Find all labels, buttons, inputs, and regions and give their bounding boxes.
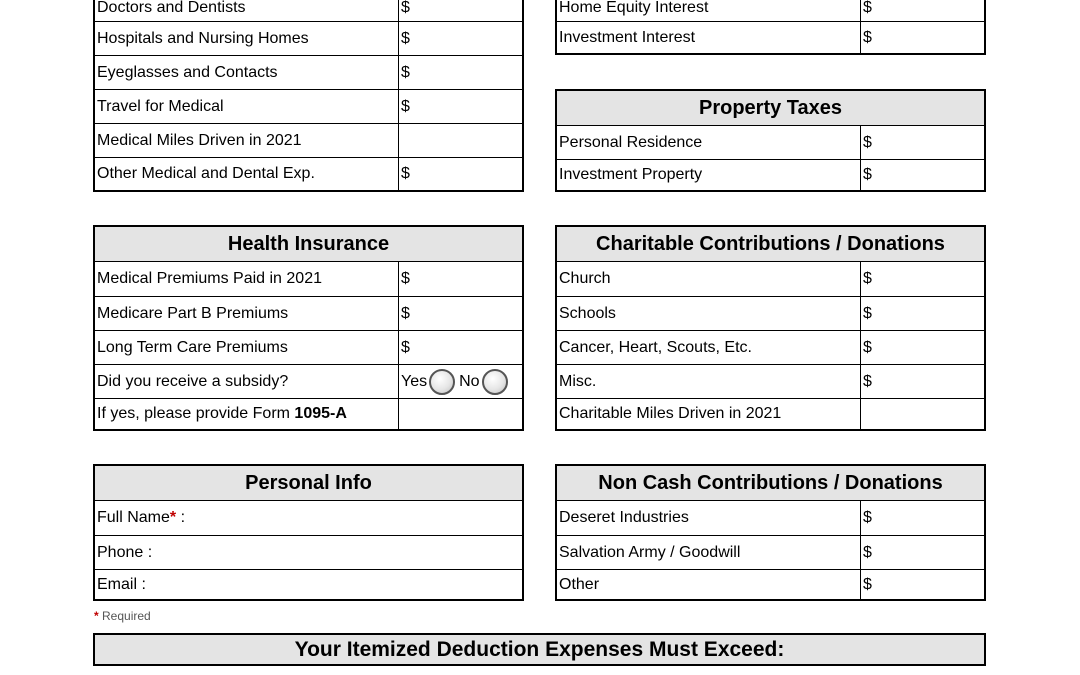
row-label: Home Equity Interest [557, 0, 861, 21]
full-name-text: Full Name [97, 509, 170, 526]
table-row [557, 364, 984, 398]
row-label: Personal Residence [557, 126, 861, 159]
row-label: Other Medical and Dental Exp. [95, 158, 399, 190]
amount-field[interactable]: $ [863, 338, 872, 356]
amount-field[interactable]: $ [863, 304, 872, 322]
amount-field[interactable]: $ [863, 28, 872, 46]
table-row [95, 364, 522, 398]
table-row [557, 296, 984, 330]
full-name-row[interactable] [95, 501, 522, 535]
amount-field[interactable]: $ [863, 576, 872, 593]
amount-field[interactable]: $ [401, 338, 410, 356]
email-row[interactable] [95, 569, 522, 600]
table-row [557, 262, 984, 296]
amount-field[interactable]: $ [863, 509, 872, 526]
table-row [557, 159, 984, 190]
charitable-contributions-table [555, 225, 986, 431]
row-label: Investment Interest [557, 22, 861, 53]
amount-field[interactable]: $ [401, 29, 410, 47]
row-label: Long Term Care Premiums [95, 331, 399, 364]
subsidy-options [399, 365, 522, 398]
table-row [95, 330, 522, 364]
amount-field[interactable]: $ [401, 304, 410, 322]
table-row [95, 398, 522, 429]
row-label: Medicare Part B Premiums [95, 297, 399, 330]
table-row [557, 126, 984, 159]
row-label: Charitable Miles Driven in 2021 [557, 399, 861, 429]
form-field[interactable] [399, 399, 522, 429]
personal-info-table [93, 464, 524, 601]
table-row [95, 0, 522, 21]
required-note-star: * [94, 609, 99, 623]
medical-expenses-table [93, 0, 524, 192]
table-row [557, 501, 984, 535]
row-label: Church [557, 262, 861, 296]
full-name-label [95, 501, 522, 535]
row-label: Investment Property [557, 160, 861, 190]
table-row [95, 21, 522, 55]
row-label: Misc. [557, 365, 861, 398]
subsidy-question: Did you receive a subsidy? [95, 365, 399, 398]
non-cash-contributions-table [555, 464, 986, 601]
colon: : [176, 509, 186, 526]
subsidy-yes-radio[interactable] [429, 369, 455, 395]
table-row [557, 0, 984, 21]
row-label: Hospitals and Nursing Homes [95, 22, 399, 55]
property-taxes-table [555, 89, 986, 192]
email-label: Email : [97, 576, 146, 593]
row-label: Cancer, Heart, Scouts, Etc. [557, 331, 861, 364]
row-label: Other [557, 570, 861, 600]
no-label: No [459, 372, 480, 390]
section-title: Non Cash Contributions / Donations [557, 466, 984, 501]
table-row [557, 398, 984, 429]
form-note-text: If yes, please provide Form [97, 405, 295, 422]
table-row [95, 296, 522, 330]
form-number: 1095-A [294, 405, 347, 422]
interest-table [555, 0, 986, 55]
row-label: Travel for Medical [95, 90, 399, 123]
required-star: * [169, 509, 177, 526]
amount-field[interactable]: $ [401, 165, 410, 182]
subsidy-no-radio[interactable] [482, 369, 508, 395]
row-label: Deseret Industries [557, 501, 861, 535]
table-row [95, 55, 522, 89]
table-row [557, 569, 984, 600]
amount-field[interactable]: $ [863, 270, 872, 287]
yes-label: Yes [401, 372, 428, 390]
row-label: Medical Premiums Paid in 2021 [95, 262, 399, 296]
required-note-text: Required [98, 609, 151, 623]
table-row [557, 21, 984, 53]
section-title: Personal Info [95, 466, 522, 501]
miles-field[interactable] [861, 399, 984, 429]
row-label: Eyeglasses and Contacts [95, 56, 399, 89]
amount-field[interactable]: $ [401, 97, 410, 115]
row-label: Medical Miles Driven in 2021 [95, 124, 399, 157]
form-1095a-note [95, 399, 399, 429]
table-row [95, 123, 522, 157]
phone-row[interactable] [95, 535, 522, 569]
miles-field[interactable] [399, 124, 522, 157]
phone-label: Phone : [97, 543, 153, 561]
amount-field[interactable]: $ [863, 543, 872, 561]
table-row [95, 157, 522, 190]
table-row [95, 262, 522, 296]
amount-field[interactable]: $ [863, 133, 872, 151]
table-row [557, 535, 984, 569]
table-row [557, 330, 984, 364]
amount-field[interactable]: $ [863, 0, 872, 16]
itemized-deduction-banner: Your Itemized Deduction Expenses Must Exceed: [93, 633, 986, 666]
health-insurance-table [93, 225, 524, 431]
section-title: Charitable Contributions / Donations [557, 227, 984, 262]
amount-field[interactable]: $ [863, 372, 872, 390]
table-row [95, 89, 522, 123]
section-title: Property Taxes [557, 91, 984, 126]
row-label: Salvation Army / Goodwill [557, 536, 861, 569]
required-note [94, 609, 151, 623]
amount-field[interactable]: $ [401, 270, 410, 287]
section-title: Health Insurance [95, 227, 522, 262]
amount-field[interactable]: $ [863, 166, 872, 183]
row-label: Doctors and Dentists [95, 0, 399, 21]
amount-field[interactable]: $ [401, 0, 410, 16]
row-label: Schools [557, 297, 861, 330]
amount-field[interactable]: $ [401, 63, 410, 81]
